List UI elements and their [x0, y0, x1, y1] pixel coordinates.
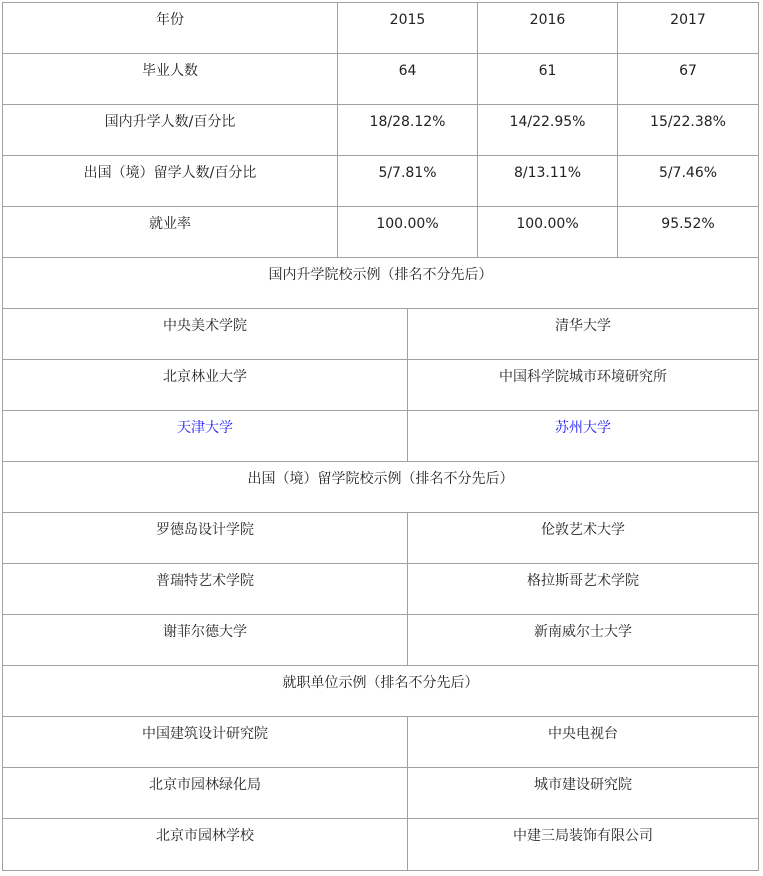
domestic-school: 中国科学院城市环境研究所 — [407, 359, 759, 411]
overseas-school: 普瑞特艺术学院 — [2, 563, 408, 615]
graduates-2016: 61 — [477, 53, 618, 105]
row-label-graduates: 毕业人数 — [2, 53, 338, 105]
overseas-school: 伦敦艺术大学 — [407, 512, 759, 564]
overseas-school: 新南威尔士大学 — [407, 614, 759, 666]
domestic-2015: 18/28.12% — [337, 104, 478, 156]
header-year: 年份 — [2, 2, 338, 54]
abroad-2016: 8/13.11% — [477, 155, 618, 207]
domestic-school-link[interactable]: 苏州大学 — [407, 410, 759, 462]
graduates-2015: 64 — [337, 53, 478, 105]
overseas-school: 罗德岛设计学院 — [2, 512, 408, 564]
employment-table — [2, 2, 759, 871]
abroad-2017: 5/7.46% — [617, 155, 759, 207]
employer: 城市建设研究院 — [407, 767, 759, 819]
section-title-domestic-schools: 国内升学院校示例（排名不分先后） — [2, 257, 759, 309]
employer: 北京市园林学校 — [2, 818, 408, 871]
employment-rate-2016: 100.00% — [477, 206, 618, 258]
employment-rate-2017: 95.52% — [617, 206, 759, 258]
employer: 中国建筑设计研究院 — [2, 716, 408, 768]
domestic-2017: 15/22.38% — [617, 104, 759, 156]
row-label-employment-rate: 就业率 — [2, 206, 338, 258]
section-title-employers: 就职单位示例（排名不分先后） — [2, 665, 759, 717]
section-title-overseas-schools: 出国（境）留学院校示例（排名不分先后） — [2, 461, 759, 513]
domestic-school-link[interactable]: 天津大学 — [2, 410, 408, 462]
employment-rate-2015: 100.00% — [337, 206, 478, 258]
row-label-abroad: 出国（境）留学人数/百分比 — [2, 155, 338, 207]
employer: 中建三局装饰有限公司 — [407, 818, 759, 871]
header-2017: 2017 — [617, 2, 759, 54]
employer: 北京市园林绿化局 — [2, 767, 408, 819]
overseas-school: 谢菲尔德大学 — [2, 614, 408, 666]
employer: 中央电视台 — [407, 716, 759, 768]
domestic-2016: 14/22.95% — [477, 104, 618, 156]
domestic-school: 北京林业大学 — [2, 359, 408, 411]
row-label-domestic: 国内升学人数/百分比 — [2, 104, 338, 156]
header-2015: 2015 — [337, 2, 478, 54]
abroad-2015: 5/7.81% — [337, 155, 478, 207]
graduates-2017: 67 — [617, 53, 759, 105]
domestic-school: 清华大学 — [407, 308, 759, 360]
header-2016: 2016 — [477, 2, 618, 54]
overseas-school: 格拉斯哥艺术学院 — [407, 563, 759, 615]
domestic-school: 中央美术学院 — [2, 308, 408, 360]
